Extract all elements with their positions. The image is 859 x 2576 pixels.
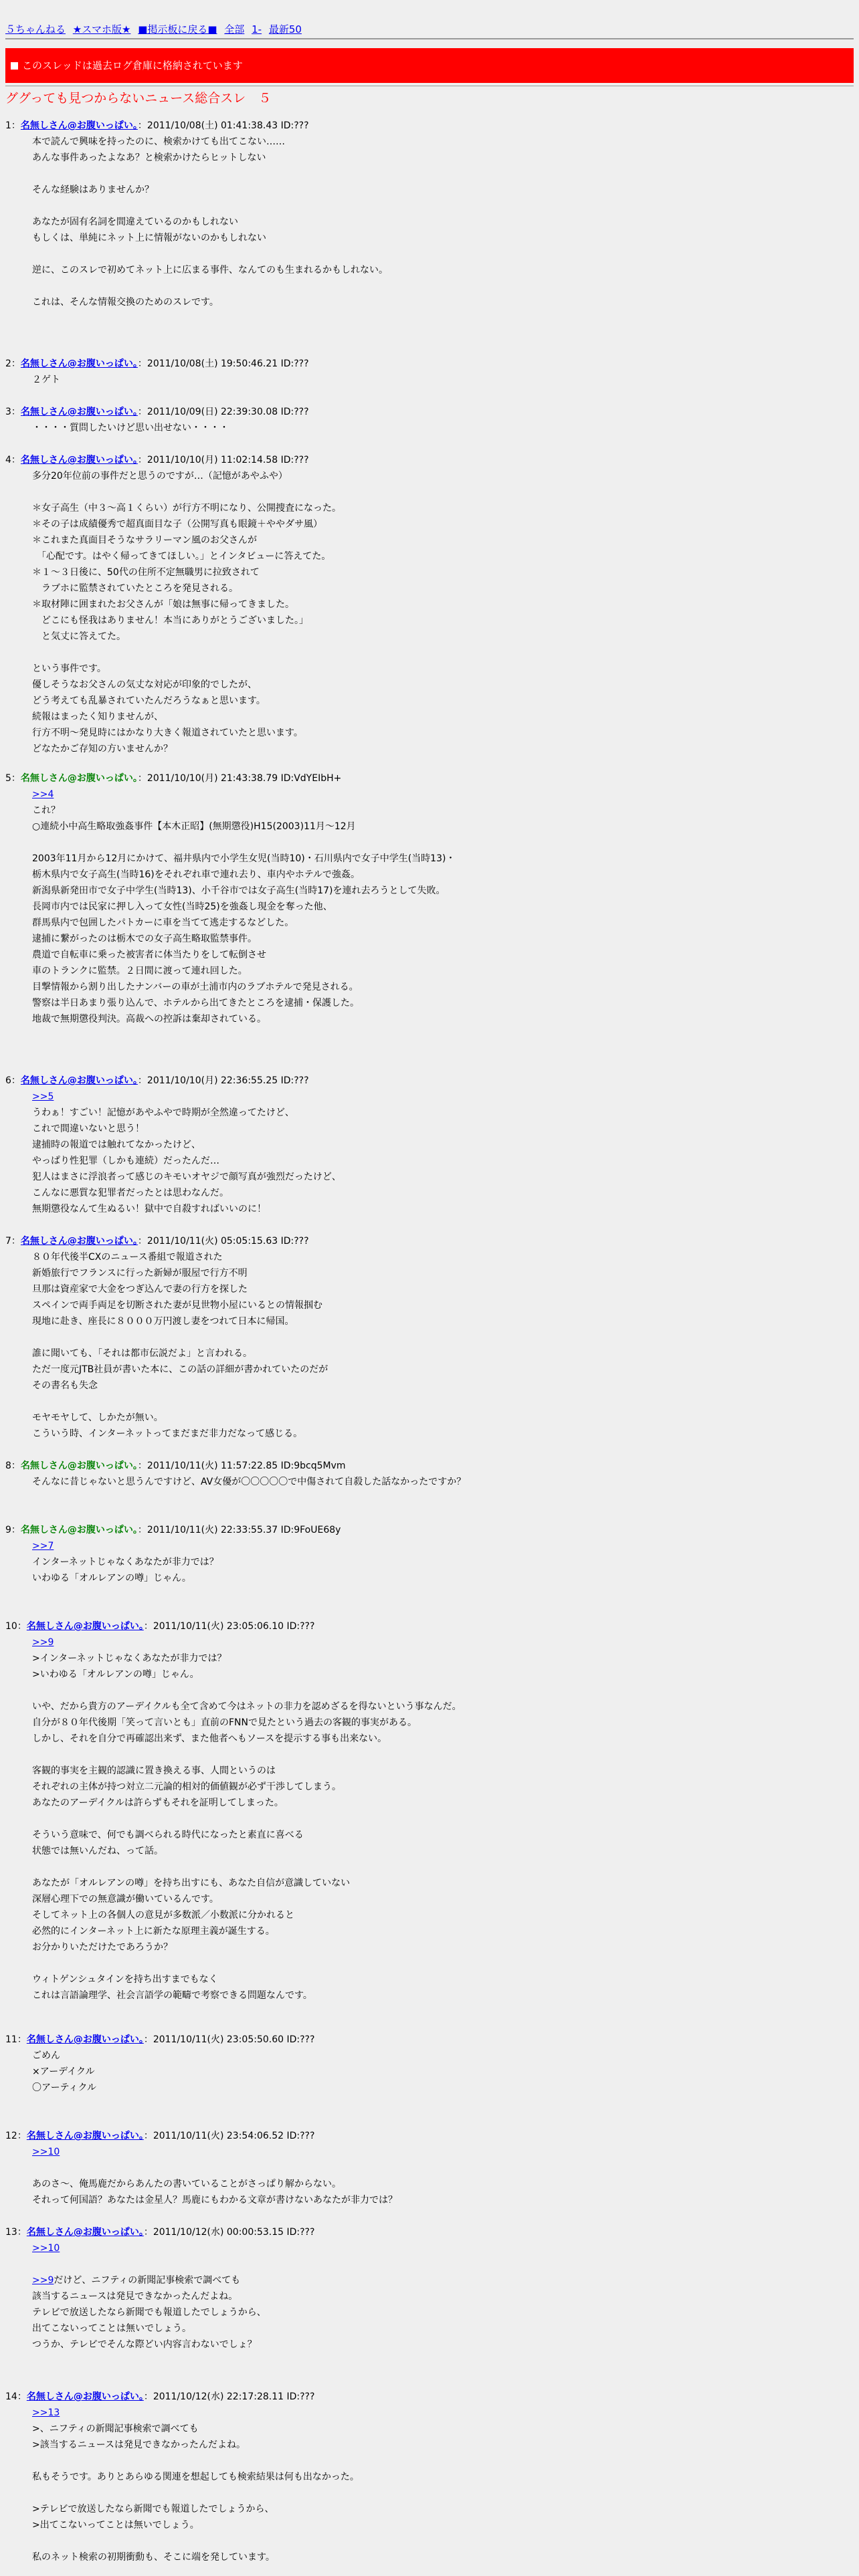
- post-header: [5, 356, 848, 372]
- post-line: [32, 484, 848, 500]
- post-number: 11：: [5, 2034, 27, 2045]
- post-line: 逮捕に繋がったのは栃木での女子高生略取監禁事件。: [32, 934, 257, 944]
- post-line: 車のトランクに監禁。２日間に渡って連れ回した。: [32, 966, 248, 976]
- post-line: 深層心理下での無意識が働いているんです。: [32, 1894, 219, 1905]
- post-date-id: ：2011/10/11(火) 23:05:50.60 ID:???: [143, 2034, 315, 2045]
- poster-name[interactable]: 名無しさん@お腹いっぱい。: [26, 1621, 144, 1632]
- post-line: [32, 1811, 848, 1827]
- post-line: 2003年11月から12月にかけて、福井県内で小学生女児(当時10)・石川県内で女子中学生(当時13)・: [32, 853, 456, 864]
- post-line: ・・・・質問したいけど思い出せない・・・・: [32, 423, 229, 433]
- post: [5, 2032, 848, 2096]
- poster-name[interactable]: 名無しさん@お腹いっぱい。: [20, 1075, 138, 1086]
- post-header: [5, 770, 848, 786]
- post-body: [32, 2144, 848, 2208]
- post-line: 逆に、このスレで初めてネット上に広まる事件、なんてのも生まれるかもしれない。: [32, 265, 388, 276]
- post-date-id: ：2011/10/11(火) 05:05:15.63 ID:???: [137, 1236, 309, 1247]
- nav-5ch-link[interactable]: ５ちゃんねる: [5, 23, 66, 35]
- nav-first-link[interactable]: 1-: [252, 23, 262, 35]
- post-line: >インターネットじゃなくあなたが非力では？: [32, 1653, 227, 1664]
- post-line: これは、そんな情報交換のためのスレです。: [32, 297, 219, 308]
- post-header: [5, 2389, 848, 2405]
- post-line: 新婚旅行でフランスに行った新婦が服屋で行方不明: [32, 1268, 248, 1279]
- post-body: [32, 420, 848, 436]
- post-body: [32, 1474, 848, 1490]
- post-line: いや、だから貴方のアーデイクルも全て含めて今はネットの非力を認めざるを得ないという事なんだ。: [32, 1701, 462, 1712]
- post-line: ＊取材陣に囲まれたお父さんが「娘は無事に帰ってきました。: [32, 599, 294, 610]
- post-line: 自分が８０年代後期「笑って言いとも」直前のFNNで見たという過去の客観的事実がある。: [32, 1717, 417, 1728]
- post-header: [5, 2128, 848, 2144]
- post-line: こういう時、インターネットってまだまだ非力だなって感じる。: [32, 1428, 303, 1439]
- poster-name[interactable]: 名無しさん@お腹いっぱい。: [26, 2227, 144, 2238]
- post-line: いわゆる「オルレアンの噂」じゃん。: [32, 1573, 191, 1584]
- post-line: [32, 1329, 848, 1346]
- post-line: 出てこないってことは無いでしょう。: [32, 2323, 191, 2334]
- post-date-id: ：2011/10/11(火) 23:54:06.52 ID:???: [143, 2131, 315, 2141]
- post-number: 1：: [5, 120, 21, 131]
- post-number: 14：: [5, 2391, 27, 2402]
- post-header: [5, 1233, 848, 1249]
- poster-name[interactable]: 名無しさん@お腹いっぱい。: [20, 1236, 138, 1247]
- post-line: 行方不明～発見時にはかなり大きく報道されていたと思います。: [32, 728, 303, 738]
- post-line: 現地に赴き、座長に８０００万円渡し妻をつれて日本に帰国。: [32, 1316, 294, 1327]
- post-line: [32, 198, 848, 214]
- nav-latest50-link[interactable]: 最新50: [268, 23, 302, 35]
- poster-name: 名無しさん@お腹いっぱい。: [20, 1525, 138, 1535]
- post-line: その書名も失念: [32, 1380, 98, 1391]
- post-line: [32, 2485, 848, 2501]
- post-line: ×アーデイクル: [32, 2066, 95, 2077]
- post-header: [5, 2224, 848, 2240]
- post-body: [32, 372, 848, 388]
- post-line: ２ゲト: [32, 374, 60, 385]
- post-line: ８０年代後半CXのニュース番組で報道された: [32, 1252, 223, 1263]
- post-date-id: ：2011/10/12(水) 00:00:53.15 ID:???: [143, 2227, 315, 2238]
- post-line: どう考えても乱暴されていたんだろうなぁと思います。: [32, 695, 266, 706]
- post-line: [32, 835, 848, 851]
- post-line: [32, 246, 848, 262]
- post-line: お分かりいただけたであろうか？: [32, 1942, 173, 1953]
- post-line: これで間違いないと思う！: [32, 1123, 145, 1134]
- post-number: 9：: [5, 1525, 21, 1535]
- post-line: [32, 1683, 848, 1699]
- post-body: [32, 1249, 848, 1442]
- post-line: ウィトゲンシュタインを持ち出すまでもなく: [32, 1974, 218, 1985]
- archive-notice-banner: [5, 48, 854, 83]
- post-line: 多分20年位前の事件だと思うのですが…（記憶があやふや）: [32, 471, 288, 481]
- post-body: [32, 2240, 848, 2353]
- post-line: >出てこないってことは無いでしょう。: [32, 2520, 199, 2531]
- post-body: [32, 2405, 848, 2565]
- post-number: 2：: [5, 358, 21, 369]
- nav-smartphone-link[interactable]: ★スマホ版★: [72, 23, 131, 35]
- post-line: 長岡市内では民家に押し入って女性(当時25)を強姦し現金を奪った他、: [32, 901, 332, 912]
- post-line: 群馬県内で包囲したパトカーに車を当てて逃走するなどした。: [32, 918, 294, 928]
- post-header: [5, 1073, 848, 1089]
- post-line: そんな経験はありませんか？: [32, 185, 154, 195]
- post-date-id: ：2011/10/11(火) 11:57:22.85 ID:9bcq5Mvm: [137, 1461, 346, 1471]
- post: [5, 404, 848, 436]
- post: [5, 1618, 848, 2004]
- post-date-id: ：2011/10/10(月) 11:02:14.58 ID:???: [137, 455, 309, 465]
- post-line: インターネットじゃなくあなたが非力では？: [32, 1557, 219, 1568]
- post-line: こんなに悪質な犯罪者だったとは思わなんだ。: [32, 1188, 229, 1198]
- post-line: どこにも怪我はありません！本当にありがとうございました。」: [32, 615, 308, 626]
- post-line: 無期懲役なんて生ぬるい！獄中で自殺すればいいのに！: [32, 1204, 266, 1214]
- reply-anchor-link[interactable]: >>10: [32, 2243, 60, 2254]
- reply-anchor-link[interactable]: >>5: [32, 1091, 54, 1102]
- post-line: しかし、それを自分で再確認出来ず、また他者へもソースを提示する事も出来ない。: [32, 1733, 387, 1744]
- post-line: 誰に聞いても、「それは都市伝説だよ」と言われる。: [32, 1348, 252, 1359]
- reply-anchor-link[interactable]: >>9: [32, 2275, 54, 2286]
- nav-back-to-board-link[interactable]: ■掲示板に戻る■: [138, 23, 217, 35]
- post-date-id: ：2011/10/08(土) 01:41:38.43 ID:???: [137, 120, 309, 131]
- post-line: 優しそうなお父さんの気丈な対応が印象的でしたが、: [32, 679, 257, 690]
- post: [5, 118, 848, 310]
- poster-name[interactable]: 名無しさん@お腹いっぱい。: [26, 2391, 144, 2402]
- post-line: >該当するニュースは発見できなかったんだよね。: [32, 2440, 246, 2450]
- post-line: 農道で自転車に乗った被害者に体当たりをして転倒させ: [32, 950, 266, 960]
- post-line: 続報はまったく知りませんが、: [32, 712, 163, 722]
- reply-anchor-link[interactable]: >>10: [32, 2147, 60, 2157]
- post-header: [5, 1458, 848, 1474]
- post: [5, 1522, 848, 1586]
- post-date-id: ：2011/10/11(火) 22:33:55.37 ID:9FoUE68y: [137, 1525, 341, 1535]
- poster-name[interactable]: 名無しさん@お腹いっぱい。: [26, 2131, 144, 2141]
- post-line: あなたのアーデイクルは許らずもそれを証明してしまった。: [32, 1798, 284, 1808]
- post-header: [5, 2032, 848, 2048]
- post-number: 13：: [5, 2227, 27, 2238]
- poster-name[interactable]: 名無しさん@お腹いっぱい。: [20, 358, 138, 369]
- post-line: ＊その子は成績優秀で超真面目な子（公開写真も眼鏡＋ややダサ風）: [32, 519, 322, 530]
- post-line: そういう意味で、何でも調べられる時代になったと素直に喜べる: [32, 1830, 304, 1840]
- post-number: 7：: [5, 1236, 21, 1247]
- post-line: 客観的事実を主観的認識に置き換える事、人間というのは: [32, 1765, 276, 1776]
- post-line: 本で読んで興味を持ったのに、検索かけても出てこない……: [32, 136, 285, 147]
- post-body: [32, 134, 848, 310]
- post-date-id: ：2011/10/12(水) 22:17:28.11 ID:???: [143, 2391, 315, 2402]
- post-line: うわぁ！すごい！記憶があやふやで時期が全然違ってたけど、: [32, 1107, 294, 1118]
- poster-name: 名無しさん@お腹いっぱい。: [20, 773, 138, 784]
- post-body: [32, 468, 848, 757]
- post: [5, 2389, 848, 2565]
- post-line: 私もそうです。ありとあらゆる関連を想起しても検索結果は何も出なかった。: [32, 2472, 359, 2482]
- post-body: [32, 786, 848, 1027]
- post-line: 必然的にインターネット上に新たな原理主義が誕生する。: [32, 1926, 275, 1937]
- post: [5, 2224, 848, 2353]
- post-number: 4：: [5, 455, 21, 465]
- post-line: 旦那は資産家で大金をつぎ込んで妻の行方を探した: [32, 1284, 248, 1295]
- post-line: モヤモヤして、しかたが無い。: [32, 1412, 163, 1423]
- reply-anchor-link[interactable]: >>9: [32, 1637, 54, 1648]
- archive-notice-text: このスレッドは過去ログ倉庫に格納されています: [22, 60, 243, 72]
- poster-name[interactable]: 名無しさん@お腹いっぱい。: [20, 120, 138, 131]
- post-line: それって何国語？あなたは金星人？馬鹿にもわかる文章が書けないあなたが非力では？: [32, 2195, 397, 2206]
- post-line: 「心配です。はやく帰ってきてほしい。」とインタビューに答えてた。: [32, 551, 331, 562]
- post-header: [5, 118, 848, 134]
- post-line: 該当するニュースは発見できなかったんだよね。: [32, 2291, 238, 2302]
- post-line: ごめん: [32, 2050, 60, 2061]
- post-line: 〇アーティクル: [32, 2082, 97, 2093]
- reply-anchor-link[interactable]: >>4: [32, 789, 54, 800]
- post-line: >、ニフティの新聞記事検索で調べても: [32, 2424, 199, 2434]
- post-line: あなたが「オルレアンの噂」を持ち出すにも、あなた自信が意識していない: [32, 1878, 351, 1889]
- post-line: これ？: [32, 805, 60, 816]
- poster-name: 名無しさん@お腹いっぱい。: [20, 1461, 138, 1471]
- post-line: そしてネット上の各個人の意見が多数派／小数派に分かれると: [32, 1910, 294, 1921]
- post-number: 10：: [5, 1621, 27, 1632]
- post-line: ○連続小中高生略取強姦事件【本木正昭】(無期懲役)H15(2003)11月～12月: [32, 821, 356, 832]
- post-line: 栃木県内で女子高生(当時16)をそれぞれ車で連れ去り、車内やホテルで強姦。: [32, 869, 361, 880]
- post-date-id: ：2011/10/10(月) 21:43:38.79 ID:VdYEIbH+: [137, 773, 342, 784]
- post-line: それぞれの主体が持つ対立二元論的相対的価値観が必ず干渉してしまう。: [32, 1782, 341, 1792]
- post-header: [5, 1618, 848, 1634]
- post-number: 12：: [5, 2131, 27, 2141]
- post-line: 逮捕時の報道では触れてなかったけど、: [32, 1140, 201, 1150]
- post-line: ただ一度元JTB社員が書いた本に、この話の詳細が書かれていたのだが: [32, 1364, 328, 1375]
- poster-name[interactable]: 名無しさん@お腹いっぱい。: [26, 2034, 144, 2045]
- post-line: そんなに昔じゃないと思うんですけど、AV女優が〇〇〇〇〇で中傷されて自殺した話なかったですか？: [32, 1477, 466, 1487]
- post-date-id: ：2011/10/11(火) 23:05:06.10 ID:???: [143, 1621, 315, 1632]
- post-body: [32, 2048, 848, 2096]
- reply-anchor-link[interactable]: >>13: [32, 2407, 60, 2418]
- post: [5, 356, 848, 388]
- post-body: [32, 1089, 848, 1217]
- reply-anchor-link[interactable]: >>7: [32, 1541, 54, 1551]
- post-line: 目撃情報から割り出したナンバーの車が土浦市内のラブホテルで発見される。: [32, 982, 359, 992]
- post: [5, 1233, 848, 1442]
- post-line: >>9だけど、ニフティの新聞記事検索で調べても: [32, 2275, 241, 2286]
- post: [5, 1458, 848, 1490]
- post-line: あなたが固有名詞を間違えているのかもしれない: [32, 217, 238, 227]
- post-line: テレビで放送したなら新聞でも報道したでしょうから、: [32, 2307, 266, 2318]
- post-line: 地裁で無期懲役判決。高裁への控訴は棄却されている。: [32, 1014, 266, 1025]
- post-line: あのさ～、俺馬鹿だからあんたの書いていることがさっぱり解からない。: [32, 2179, 341, 2189]
- post-line: 私のネット検索の初期衝動も、そこに端を発しています。: [32, 2552, 275, 2563]
- post-header: [5, 1522, 848, 1538]
- post-line: [32, 645, 848, 661]
- top-divider: [5, 38, 854, 39]
- top-navigation: [5, 21, 306, 37]
- nav-all-link[interactable]: 全部: [224, 23, 245, 35]
- post-line: [32, 1747, 848, 1763]
- poster-name[interactable]: 名無しさん@お腹いっぱい。: [20, 407, 138, 417]
- post-line: もしくは、単純にネット上に情報がないのかもしれない: [32, 233, 266, 243]
- post-line: 犯人はまさに浮浪者って感じのキモいオヤジで顔写真が強烈だったけど、: [32, 1172, 341, 1182]
- post: [5, 2128, 848, 2208]
- post-line: 新潟県新発田市で女子中学生(当時13)、小千谷市では女子高生(当時17)を連れ去ろうとして失敗。: [32, 885, 446, 896]
- post-line: >テレビで放送したなら新聞でも報道したでしょうから、: [32, 2504, 274, 2514]
- post-line: [32, 278, 848, 294]
- post-line: という事件です。: [32, 663, 106, 674]
- post-line: ＊これまた真面目そうなサラリーマン風のお父さんが: [32, 535, 257, 546]
- post-line: あんな事件あったよなあ？と検索かけたらヒットしない: [32, 152, 266, 163]
- post-body: [32, 1538, 848, 1586]
- post-line: ラブホに監禁されていたところを発見される。: [32, 583, 238, 594]
- post-line: つうか、テレビでそんな際どい内容言わないでしょ？: [32, 2339, 257, 2350]
- post-line: [32, 1859, 848, 1875]
- post-line: [32, 1394, 848, 1410]
- post-date-id: ：2011/10/08(土) 19:50:46.21 ID:???: [137, 358, 309, 369]
- post-date-id: ：2011/10/09(日) 22:39:30.08 ID:???: [137, 407, 309, 417]
- poster-name[interactable]: 名無しさん@お腹いっぱい。: [20, 455, 138, 465]
- post-line: スペインで両手両足を切断された妻が見世物小屋にいるとの情報掴む: [32, 1300, 322, 1311]
- square-icon: [11, 62, 18, 70]
- post-body: [32, 1634, 848, 2004]
- post-line: [32, 2453, 848, 2469]
- post-line: [32, 2256, 848, 2272]
- post-date-id: ：2011/10/10(月) 22:36:55.25 ID:???: [137, 1075, 309, 1086]
- post-number: 3：: [5, 407, 21, 417]
- post-line: 警察は半日あまり張り込んで、ホテルから出てきたところを逮捕・保護した。: [32, 998, 360, 1008]
- post-line: と気丈に答えてた。: [32, 631, 126, 642]
- post-line: 状態では無いんだね、って話。: [32, 1846, 163, 1856]
- post-number: 8：: [5, 1461, 21, 1471]
- post-line: やっぱり性犯罪（しかも連続）だったんだ…: [32, 1156, 219, 1166]
- post-line: どなたかご存知の方いませんか？: [32, 744, 173, 754]
- post-line: [32, 2160, 848, 2176]
- thread-title: ググっても見つからないニュース総合スレ ５: [5, 91, 272, 106]
- post-line: [32, 166, 848, 182]
- post-line: [32, 2533, 848, 2549]
- post-header: [5, 404, 848, 420]
- post-number: 6：: [5, 1075, 21, 1086]
- post-line: ＊１～３日後に、50代の住所不定無職男に拉致されて: [32, 567, 260, 578]
- post-line: これは言語論理学、社会言語学の範疇で考察できる問題なんです。: [32, 1990, 312, 2001]
- post-number: 5：: [5, 773, 21, 784]
- post: [5, 770, 848, 1027]
- post-header: [5, 452, 848, 468]
- post: [5, 452, 848, 757]
- post-line: ＊女子高生（中３～高１くらい）が行方不明になり、公開捜査になった。: [32, 503, 341, 514]
- post-line: >いわゆる「オルレアンの噂」じゃん。: [32, 1669, 199, 1680]
- post-line: [32, 1955, 848, 1971]
- post: [5, 1073, 848, 1217]
